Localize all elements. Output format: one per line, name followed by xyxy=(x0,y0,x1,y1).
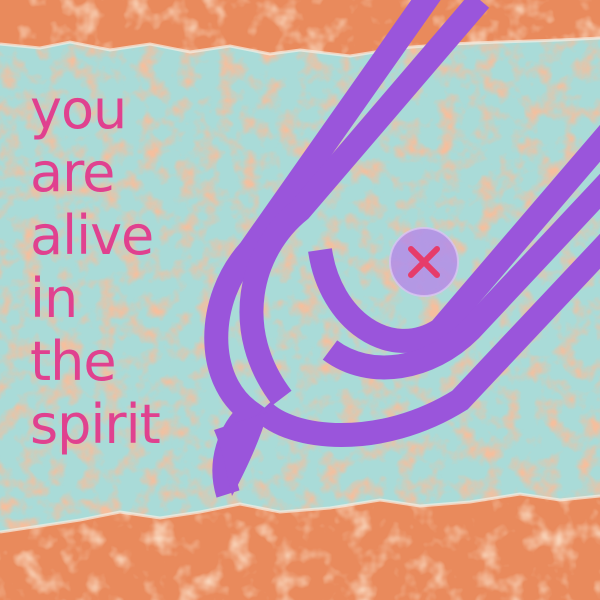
poem-line: in xyxy=(30,267,78,330)
poem-line: you xyxy=(30,78,127,141)
poem-line: the xyxy=(30,330,116,393)
poem-line: are xyxy=(30,141,115,204)
red-x-icon xyxy=(390,228,458,296)
poem-text xyxy=(30,78,160,456)
poem-line: alive xyxy=(30,204,154,267)
poem-line: spirit xyxy=(30,393,160,456)
